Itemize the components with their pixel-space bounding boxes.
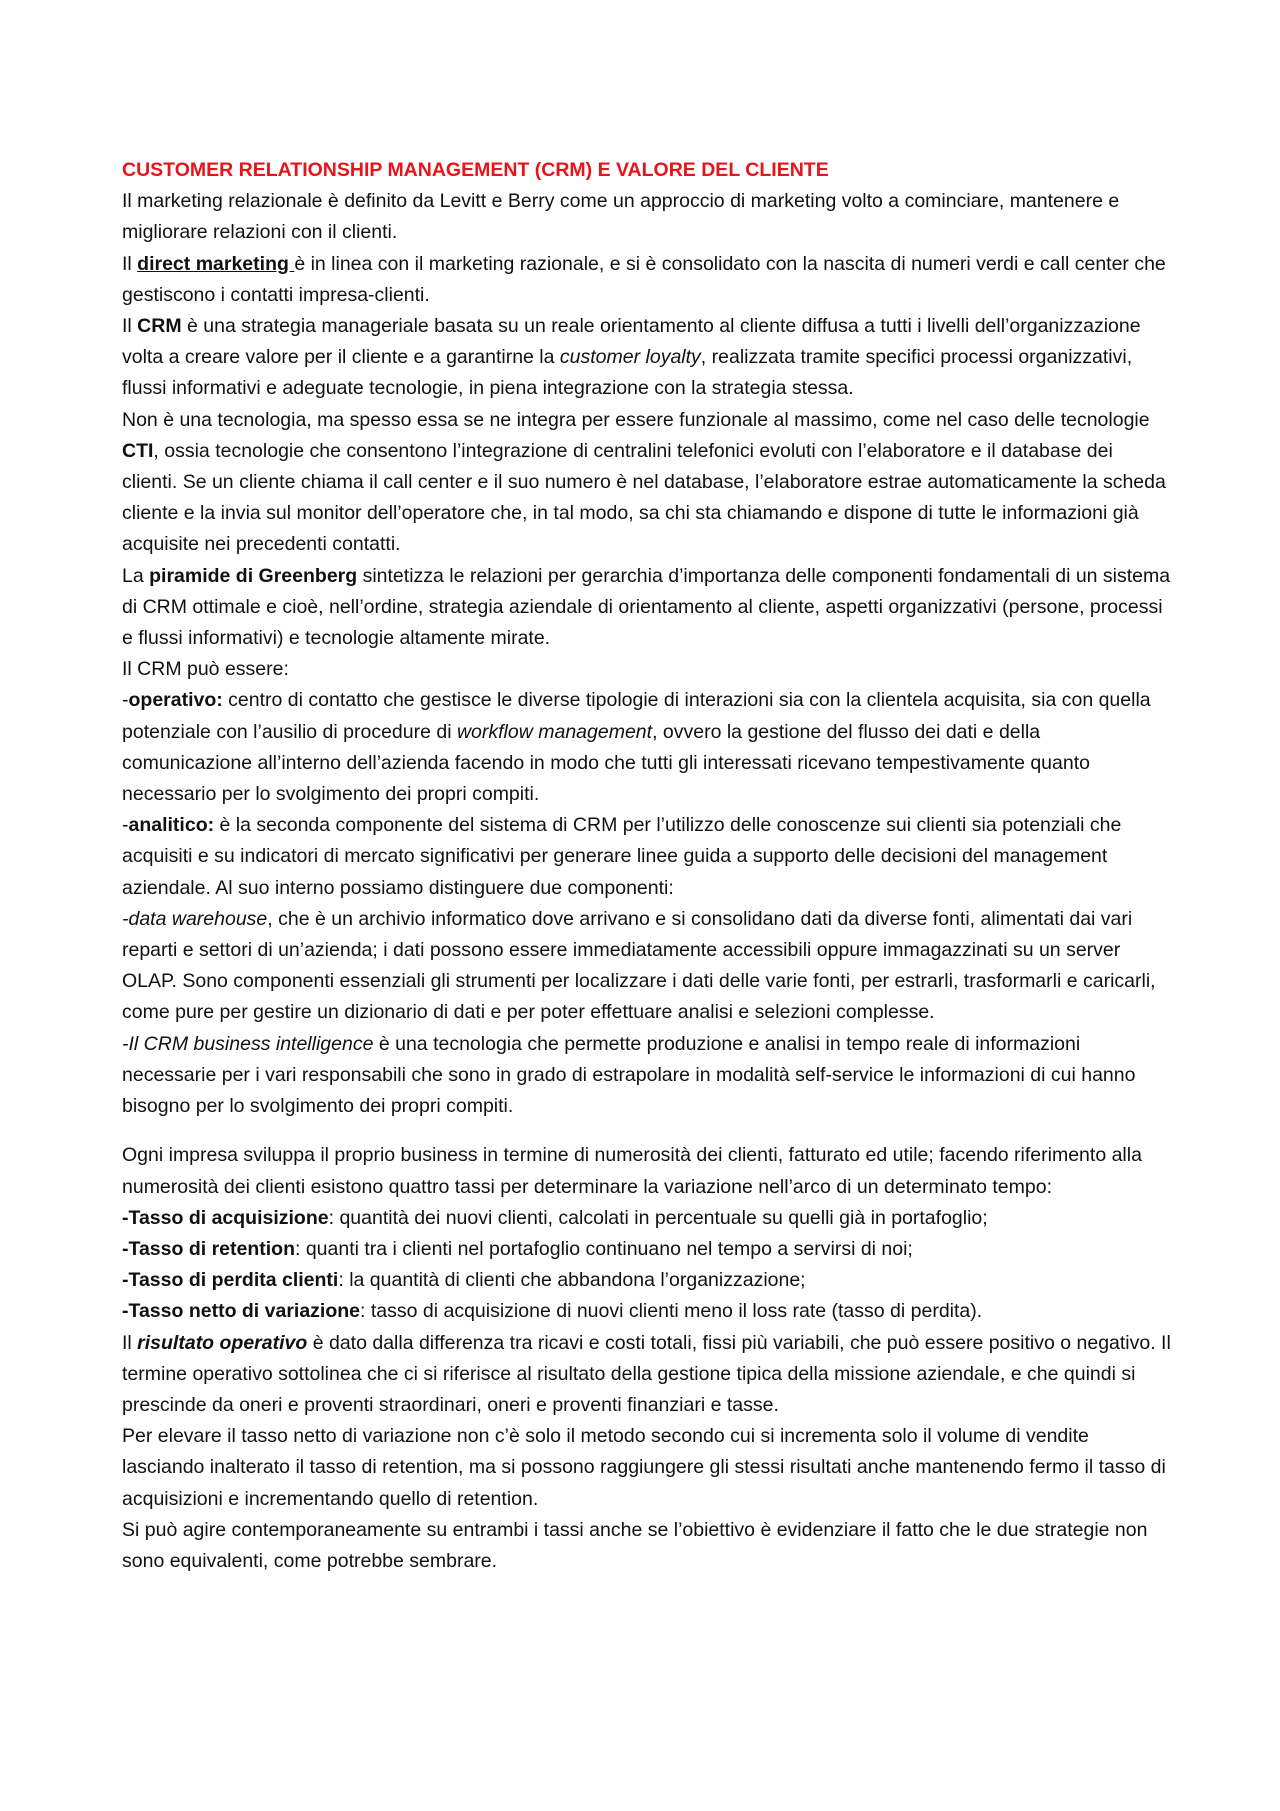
term-operativo: operativo: (128, 689, 223, 712)
term-cti: CTI (122, 439, 154, 462)
paragraph-data-warehouse: -data warehouse, che è un archivio informatico dove arrivano e si consolidano dati da diverse fonti, alimentati dai vari reparti e settori di un’azienda; i dati possono essere immediatamente accessibili oppure immagazzinati su un server OLAP. Sono componenti essenziali gli strumenti per localizzare i dati delle varie fonti, per estrarli, trasformarli e caricarli, come pure per gestire un dizionario di dati e per poter effettuare analisi e selezioni complesse. (122, 907, 1156, 1024)
list-item-rate: -Tasso di retention: quanti tra i clienti nel portafoglio continuano nel tempo a servirsi di noi; (122, 1237, 913, 1260)
paragraph-crm-definition: Il CRM è una strategia manageriale basata su un reale orientamento al cliente diffusa a tutti i livelli dell’organizzazione volta a creare valore per il cliente e a garantirne la customer loyalty, realizzata tramite specifici processi organizzativi, flussi informativi e adeguate tecnologie, in piena integrazione con la strategia stessa. (122, 315, 1141, 400)
paragraph-tasso-netto: Per elevare il tasso netto di variazione non c’è solo il metodo secondo cui si incrementa solo il volume di vendite lasciando inalterato il tasso di retention, ma si possono raggiungere gli stessi risultati anche mantenendo fermo il tasso di acquisizioni e incrementando quello di retention. (122, 1425, 1166, 1510)
list-item-rate: -Tasso di perdita clienti: la quantità di clienti che abbandona l’organizzazione; (122, 1269, 806, 1292)
term-direct-marketing: direct marketing (137, 252, 295, 275)
term-workflow-management: workflow management (456, 720, 653, 743)
term-crm: CRM (137, 315, 182, 338)
document-title: CUSTOMER RELATIONSHIP MANAGEMENT (CRM) E VALORE DEL CLIENTE (122, 159, 829, 181)
paragraph-direct-marketing: Il direct marketing è in linea con il marketing razionale, e si è consolidato con la nascita di numeri verdi e call center che gestiscono i contatti impresa-clienti. (122, 252, 1166, 306)
paragraph-gap (122, 1122, 1172, 1140)
term-risultato-operativo: risultato operativo (137, 1331, 308, 1354)
paragraph-cti: Non è una tecnologia, ma spesso essa se ne integra per essere funzionale al massimo, come nel caso delle tecnologie CTI, ossia tecnologie che consentono l’integrazione di centralini telefonici evoluti con l’elaboratore e il database dei clienti. Se un cliente chiama il call center e il suo numero è nel database, l’elaboratore estrae automaticamente la scheda cliente e la invia sul monitor dell’operatore che, in tal modo, sa chi sta chiamando e dispone di tutte le informazioni già acquisite nei precedenti contatti. (122, 408, 1166, 556)
paragraph-business-intelligence: -Il CRM business intelligence è una tecnologia che permette produzione e analisi in tempo reale di informazioni necessarie per i vari responsabili che sono in grado di estrapolare in modalità self-service le informazioni di cui hanno bisogno per lo svolgimento dei propri compiti. (122, 1032, 1136, 1118)
list-item-rate: -Tasso di acquisizione: quantità dei nuovi clienti, calcolati in percentuale su quelli già in portafoglio; (122, 1206, 988, 1229)
paragraph-marketing-relazionale: Il marketing relazionale è definito da Levitt e Berry come un approccio di marketing volto a cominciare, mantenere e migliorare relazioni con il clienti. (122, 190, 1120, 244)
term-data-warehouse: -data warehouse (122, 907, 268, 930)
term-business-intelligence: -Il CRM business intelligence (122, 1032, 374, 1055)
paragraph-crm-analitico: -analitico: è la seconda componente del sistema di CRM per l’utilizzo delle conoscenze sui clienti sia potenziali che acquisiti e su indicatori di mercato significativi per generare linee guida a supporto delle decisioni del management aziendale. Al suo interno possiamo distinguere due componenti: (122, 814, 1122, 899)
paragraph-crm-operativo: -operativo: centro di contatto che gestisce le diverse tipologie di interazioni sia con la clientela acquisita, sia con quella potenziale con l’ausilio di procedure di workflow management, ovvero la gestione del flusso dei dati e della comunicazione all’interno dell’azienda facendo in modo che tutti gli interessati ricevano tempestivamente quanto necessario per lo svolgimento dei propri compiti. (122, 689, 1151, 806)
term-customer-loyalty: customer loyalty (559, 346, 701, 369)
paragraph-crm-types-intro: Il CRM può essere: (122, 658, 289, 681)
term-analitico: analitico: (128, 814, 215, 837)
document-page (122, 155, 1172, 1577)
paragraph-business-intro: Ogni impresa sviluppa il proprio business in termine di numerosità dei clienti, fatturato ed utile; facendo riferimento alla numerosità dei clienti esistono quattro tassi per determinare la variazione nell’arco di un determinato tempo: (122, 1144, 1142, 1198)
paragraph-greenberg: La piramide di Greenberg sintetizza le relazioni per gerarchia d’importanza delle componenti fondamentali di un sistema di CRM ottimale e cioè, nell’ordine, strategia aziendale di orientamento al cliente, aspetti organizzativi (persone, processi e flussi informativi) e tecnologie altamente mirate. (122, 564, 1171, 650)
list-item-rate: -Tasso netto di variazione: tasso di acquisizione di nuovi clienti meno il loss rate (tasso di perdita). (122, 1300, 983, 1323)
paragraph-risultato-operativo: Il risultato operativo è dato dalla differenza tra ricavi e costi totali, fissi più variabili, che può essere positivo o negativo. Il termine operativo sottolinea che ci si riferisce al risultato della gestione tipica della missione aziendale, e che quindi si prescinde da oneri e proventi straordinari, oneri e proventi finanziari e tasse. (122, 1331, 1171, 1416)
term-piramide-greenberg: piramide di Greenberg (149, 564, 358, 587)
paragraph-conclusion: Si può agire contemporaneamente su entrambi i tassi anche se l’obiettivo è evidenziare il fatto che le due strategie non sono equivalenti, come potrebbe sembrare. (122, 1518, 1148, 1572)
